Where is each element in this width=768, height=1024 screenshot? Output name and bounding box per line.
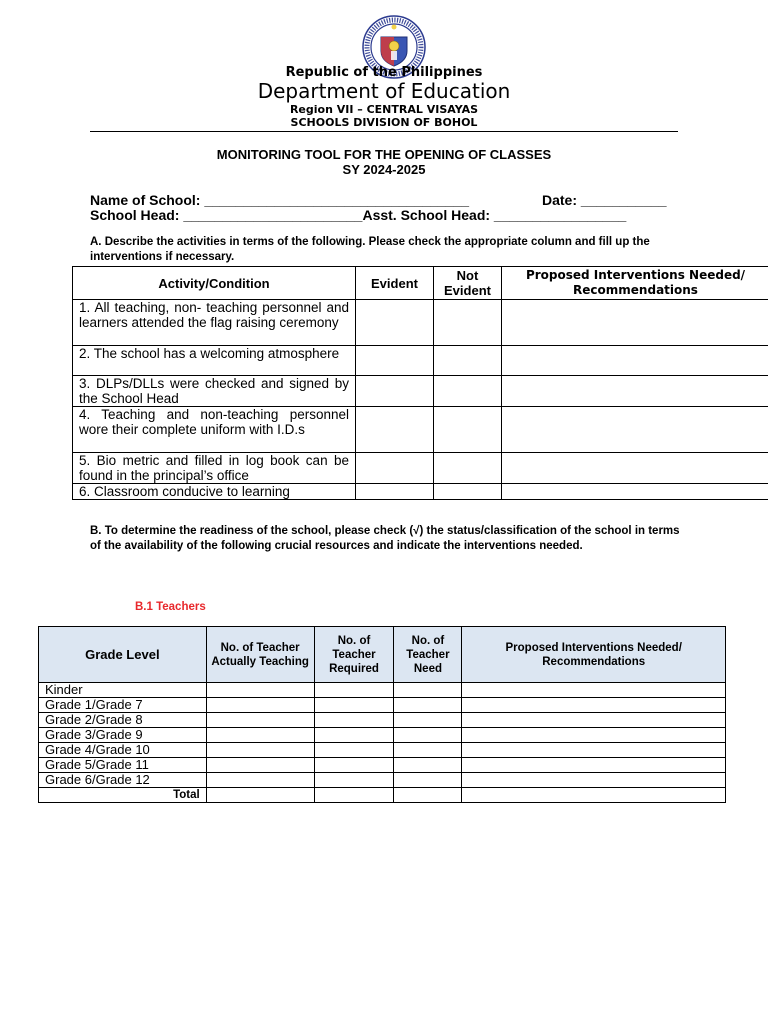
not-evident-check-cell[interactable] [434, 300, 502, 346]
grade-level-cell: Grade 1/Grade 7 [39, 698, 207, 713]
input-cell[interactable] [206, 773, 314, 788]
grade-level-cell: Grade 5/Grade 11 [39, 758, 207, 773]
grade-level-cell: Grade 6/Grade 12 [39, 773, 207, 788]
input-cell[interactable] [394, 683, 462, 698]
table-row [73, 484, 768, 500]
evident-check-cell[interactable] [356, 300, 434, 346]
table-row [39, 713, 726, 728]
region-line: Region VII – CENTRAL VISAYAS [289, 103, 479, 116]
input-cell[interactable] [462, 743, 726, 758]
table-row [39, 758, 726, 773]
grade-level-cell: Grade 3/Grade 9 [39, 728, 207, 743]
not-evident-check-cell[interactable] [434, 407, 502, 453]
section-a-instruction: A. Describe the activities in terms of the following. Please check the appropriate column and fill up the interventions if necessary. [90, 236, 650, 263]
table-row [73, 346, 768, 376]
date-field[interactable]: Date: ___________ [542, 192, 667, 208]
interventions-cell[interactable] [502, 484, 768, 500]
header-grade-level: Grade Level [39, 627, 207, 683]
grade-level-cell: Grade 2/Grade 8 [39, 713, 207, 728]
activity-cell: 5. Bio metric and filled in log book can be found in the principal’s office [73, 453, 356, 484]
not-evident-check-cell[interactable] [434, 376, 502, 407]
input-cell[interactable] [314, 683, 394, 698]
input-cell[interactable] [462, 713, 726, 728]
input-cell[interactable] [462, 698, 726, 713]
activity-table [72, 266, 768, 500]
input-cell[interactable] [394, 698, 462, 713]
input-cell[interactable] [462, 728, 726, 743]
activity-cell: 1. All teaching, non- teaching personnel and learners attended the flag raising ceremony [73, 300, 356, 346]
input-cell[interactable] [206, 743, 314, 758]
input-cell[interactable] [314, 743, 394, 758]
input-cell[interactable] [206, 728, 314, 743]
table-row [39, 743, 726, 758]
input-cell[interactable] [206, 788, 314, 803]
interventions-cell[interactable] [502, 376, 768, 407]
evident-check-cell[interactable] [356, 484, 434, 500]
document-title: MONITORING TOOL FOR THE OPENING OF CLASSES [216, 147, 552, 162]
activity-cell: 3. DLPs/DLLs were checked and signed by the School Head [73, 376, 356, 407]
input-cell[interactable] [206, 713, 314, 728]
input-cell[interactable] [394, 788, 462, 803]
school-name-field[interactable]: Name of School: __________________________________ [90, 192, 470, 208]
input-cell[interactable] [314, 758, 394, 773]
header-interventions: Proposed Interventions Needed/ Recommendations [462, 627, 726, 683]
evident-check-cell[interactable] [356, 407, 434, 453]
table-row [39, 773, 726, 788]
table-row [73, 300, 768, 346]
division-line: SCHOOLS DIVISION OF BOHOL [290, 116, 478, 129]
total-label: Total [39, 788, 207, 803]
interventions-cell[interactable] [502, 346, 768, 376]
input-cell[interactable] [394, 713, 462, 728]
table-row [39, 683, 726, 698]
header-activity: Activity/Condition [73, 267, 356, 300]
header-evident: Evident [356, 267, 434, 300]
input-cell[interactable] [462, 773, 726, 788]
interventions-cell[interactable] [502, 407, 768, 453]
input-cell[interactable] [206, 698, 314, 713]
school-year: SY 2024-2025 [342, 162, 426, 177]
grade-level-cell: Kinder [39, 683, 207, 698]
activity-cell: 4. Teaching and non-teaching personnel wore their complete uniform with I.D.s [73, 407, 356, 453]
input-cell[interactable] [394, 728, 462, 743]
input-cell[interactable] [314, 728, 394, 743]
header-teacher-need: No. of Teacher Need [394, 627, 462, 683]
evident-check-cell[interactable] [356, 453, 434, 484]
input-cell[interactable] [314, 713, 394, 728]
input-cell[interactable] [462, 788, 726, 803]
evident-check-cell[interactable] [356, 346, 434, 376]
header-teacher-required: No. of Teacher Required [314, 627, 394, 683]
interventions-cell[interactable] [502, 453, 768, 484]
not-evident-check-cell[interactable] [434, 453, 502, 484]
input-cell[interactable] [206, 758, 314, 773]
activity-cell: 6. Classroom conducive to learning [73, 484, 356, 500]
not-evident-check-cell[interactable] [434, 484, 502, 500]
input-cell[interactable] [314, 698, 394, 713]
grade-level-cell: Grade 4/Grade 10 [39, 743, 207, 758]
section-b-instruction: B. To determine the readiness of the school, please check (√) the status/classification of the school in terms of the availability of the following crucial resources and indicate the interventions needed. [90, 525, 680, 552]
table-row [73, 407, 768, 453]
header-divider [90, 131, 678, 132]
input-cell[interactable] [462, 683, 726, 698]
header-not-evident: Not Evident [434, 267, 502, 300]
input-cell[interactable] [462, 758, 726, 773]
school-head-fields[interactable]: School Head: _______________________Asst. School Head: _________________ [90, 207, 627, 223]
department-name: Department of Education [257, 79, 511, 103]
activity-cell: 2. The school has a welcoming atmosphere [73, 346, 356, 376]
total-row [39, 788, 726, 803]
input-cell[interactable] [314, 773, 394, 788]
input-cell[interactable] [314, 788, 394, 803]
table-row [39, 698, 726, 713]
table-row [39, 728, 726, 743]
section-b1-title: B.1 Teachers [135, 601, 206, 613]
table-row [73, 376, 768, 407]
input-cell[interactable] [394, 773, 462, 788]
republic-line: Republic of the Philippines [285, 65, 483, 80]
header-interventions: Proposed Interventions Needed/ Recommendations [502, 267, 768, 300]
evident-check-cell[interactable] [356, 376, 434, 407]
teachers-table [38, 626, 726, 803]
not-evident-check-cell[interactable] [434, 346, 502, 376]
table-row [73, 453, 768, 484]
header-actually-teaching: No. of Teacher Actually Teaching [206, 627, 314, 683]
interventions-cell[interactable] [502, 300, 768, 346]
input-cell[interactable] [206, 683, 314, 698]
input-cell[interactable] [394, 743, 462, 758]
input-cell[interactable] [394, 758, 462, 773]
